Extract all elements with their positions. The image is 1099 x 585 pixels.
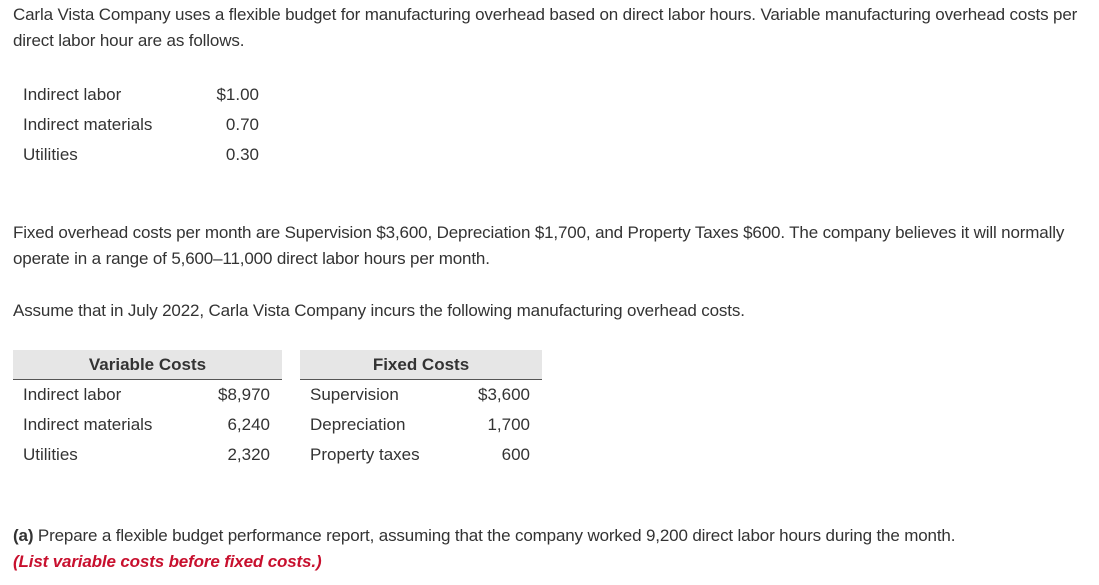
variable-cost-value: $8,970: [218, 385, 270, 404]
rate-row: [23, 110, 259, 140]
table-row: [13, 440, 542, 470]
fixed-costs-header: Fixed Costs: [300, 350, 542, 380]
fixed-cost-label: Property taxes: [310, 445, 420, 464]
variable-cost-label: Indirect labor: [23, 385, 122, 404]
rate-value: $1.00: [216, 85, 259, 104]
fixed-cost-value: $3,600: [478, 385, 530, 404]
variable-costs-header: Variable Costs: [13, 350, 282, 380]
fixed-costs-paragraph: Fixed overhead costs per month are Supervision $3,600, Depreciation $1,700, and Property Taxes $600. The company believes it will normally operate in a range of 5,600–11,000 direct labor hours per month.: [13, 223, 1065, 268]
intro-paragraph: Carla Vista Company uses a flexible budget for manufacturing overhead based on direct labor hours. Variable manufacturing overhead costs per direct labor hour are as follows.: [13, 5, 1078, 50]
rate-label: Indirect labor: [23, 85, 122, 104]
table-row: [13, 380, 542, 410]
fixed-cost-label: Depreciation: [310, 415, 406, 434]
variable-cost-value: 2,320: [227, 445, 270, 464]
assume-paragraph: Assume that in July 2022, Carla Vista Company incurs the following manufacturing overhead costs.: [13, 301, 745, 320]
overhead-costs-table: [13, 350, 542, 470]
requirement-text: Prepare a flexible budget performance report, assuming that the company worked 9,200 direct labor hours during the month.: [37, 526, 956, 545]
fixed-cost-label: Supervision: [310, 385, 399, 404]
rate-label: Indirect materials: [23, 115, 153, 134]
requirement-paragraph: [13, 523, 1093, 575]
rate-row: [23, 140, 259, 170]
rate-label: Utilities: [23, 145, 78, 164]
rate-value: 0.30: [225, 145, 259, 164]
requirement-label: (a): [13, 526, 34, 545]
rate-row: [23, 80, 259, 110]
fixed-cost-value: 1,700: [487, 415, 530, 434]
table-row: [13, 410, 542, 440]
requirement-note: (List variable costs before fixed costs.): [13, 552, 322, 571]
variable-cost-label: Utilities: [23, 445, 78, 464]
rate-value: 0.70: [225, 115, 259, 134]
variable-cost-value: 6,240: [227, 415, 270, 434]
variable-cost-label: Indirect materials: [23, 415, 153, 434]
fixed-cost-value: 600: [501, 445, 530, 464]
variable-rates-table: [23, 80, 259, 170]
table-header-row: [13, 350, 542, 380]
